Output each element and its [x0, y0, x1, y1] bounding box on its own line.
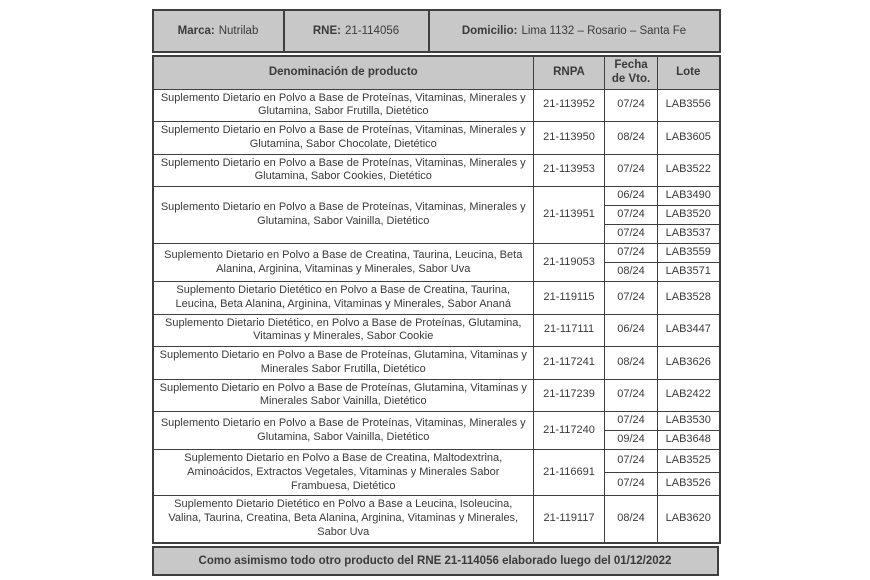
product-table	[152, 55, 721, 544]
rnpa-value: 21-113951	[534, 187, 605, 244]
fecha-vto-value: 07/24	[605, 379, 658, 412]
table-row	[153, 379, 720, 412]
lote-value: LAB3520	[658, 206, 720, 225]
marca-value: Nutrilab	[218, 25, 259, 37]
fecha-vto-value: 06/24	[605, 187, 658, 206]
product-description: Suplemento Dietario en Polvo a Base de Proteínas, Vitaminas, Minerales y Glutamina, Sabor Cookies, Dietético	[153, 154, 534, 187]
marca-cell	[153, 10, 284, 52]
rnpa-value: 21-119053	[534, 244, 605, 282]
column-header-lote: Lote	[658, 56, 720, 89]
fecha-vto-value: 07/24	[605, 89, 658, 122]
column-header-denominacion: Denominación de producto	[153, 56, 534, 89]
fecha-vto-value: 07/24	[605, 206, 658, 225]
lote-value: LAB2422	[658, 379, 720, 412]
column-header-fecha-vto: Fecha de Vto.	[605, 56, 658, 89]
lote-value: LAB3648	[658, 431, 720, 450]
fecha-vto-value: 07/24	[605, 225, 658, 244]
column-header-rnpa: RNPA	[534, 56, 605, 89]
table-row	[153, 314, 720, 347]
lote-value: LAB3528	[658, 282, 720, 315]
fecha-vto-value: 07/24	[605, 412, 658, 431]
rnpa-value: 21-117239	[534, 379, 605, 412]
fecha-vto-value: 07/24	[605, 154, 658, 187]
brand-header-band	[152, 9, 721, 53]
rnpa-value: 21-113950	[534, 122, 605, 155]
domicilio-cell	[429, 10, 720, 52]
lote-value: LAB3605	[658, 122, 720, 155]
lote-value: LAB3490	[658, 187, 720, 206]
product-description: Suplemento Dietario Dietético en Polvo a Base a Leucina, Isoleucina, Valina, Taurina, Creatina, Beta Alanina, Arginina, Vitaminas y Minerales, Sabor Uva	[153, 496, 534, 543]
product-rows	[153, 89, 720, 543]
rne-label: RNE:	[312, 25, 341, 37]
lote-value: LAB3537	[658, 225, 720, 244]
table-row	[153, 347, 720, 380]
fecha-vto-value: 08/24	[605, 347, 658, 380]
product-listing-document	[152, 9, 719, 576]
rnpa-value: 21-119115	[534, 282, 605, 315]
fecha-vto-value: 07/24	[605, 282, 658, 315]
product-description: Suplemento Dietario en Polvo a Base de Proteínas, Glutamina, Vitaminas y Minerales Sabor Frutilla, Dietético	[153, 347, 534, 380]
rnpa-value: 21-117111	[534, 314, 605, 347]
fecha-vto-value: 07/24	[605, 450, 658, 473]
table-row	[153, 412, 720, 431]
product-description: Suplemento Dietario en Polvo a Base de Proteínas, Glutamina, Vitaminas y Minerales Sabor Vainilla, Dietético	[153, 379, 534, 412]
product-description: Suplemento Dietario en Polvo a Base de Proteínas, Vitaminas, Minerales y Glutamina, Sabor Vainilla, Dietético	[153, 187, 534, 244]
footer-note-row	[153, 547, 718, 575]
fecha-vto-value: 07/24	[605, 244, 658, 263]
fecha-vto-value: 06/24	[605, 314, 658, 347]
rnpa-value: 21-119117	[534, 496, 605, 543]
product-description: Suplemento Dietario en Polvo a Base de Creatina, Taurina, Leucina, Beta Alanina, Arginina, Vitaminas y Minerales, Sabor Uva	[153, 244, 534, 282]
footer-note-band	[152, 546, 719, 576]
marca-label: Marca:	[177, 25, 215, 37]
lote-value: LAB3530	[658, 412, 720, 431]
lote-value: LAB3571	[658, 263, 720, 282]
fecha-vto-value: 09/24	[605, 431, 658, 450]
product-description: Suplemento Dietario en Polvo a Base de Creatina, Maltodextrina, Aminoácidos, Extractos Vegetales, Vitaminas y Minerales Sabor Frambuesa, Dietético	[153, 450, 534, 496]
column-header-row	[153, 56, 720, 89]
lote-value: LAB3556	[658, 89, 720, 122]
lote-value: LAB3525	[658, 450, 720, 473]
fecha-vto-value: 08/24	[605, 496, 658, 543]
rnpa-value: 21-113952	[534, 89, 605, 122]
table-row	[153, 122, 720, 155]
lote-value: LAB3626	[658, 347, 720, 380]
rnpa-value: 21-116691	[534, 450, 605, 496]
rne-value: 21-114056	[344, 25, 400, 37]
lote-value: LAB3620	[658, 496, 720, 543]
rnpa-value: 21-117241	[534, 347, 605, 380]
lote-value: LAB3559	[658, 244, 720, 263]
table-row	[153, 282, 720, 315]
footer-note: Como asimismo todo otro producto del RNE 21-114056 elaborado luego del 01/12/2022	[153, 547, 718, 575]
table-row	[153, 187, 720, 206]
lote-value: LAB3526	[658, 473, 720, 496]
table-row	[153, 244, 720, 263]
lote-value: LAB3522	[658, 154, 720, 187]
rnpa-value: 21-117240	[534, 412, 605, 450]
product-description: Suplemento Dietario en Polvo a Base de Proteínas, Vitaminas, Minerales y Glutamina, Sabor Chocolate, Dietético	[153, 122, 534, 155]
domicilio-value: Lima 1132 – Rosario – Santa Fe	[521, 25, 687, 37]
table-row	[153, 450, 720, 473]
product-description: Suplemento Dietario Dietético, en Polvo a Base de Proteínas, Glutamina, Vitaminas y Minerales, Sabor Cookie	[153, 314, 534, 347]
brand-header-row	[153, 10, 720, 52]
table-row	[153, 496, 720, 543]
fecha-vto-value: 08/24	[605, 263, 658, 282]
fecha-vto-value: 08/24	[605, 122, 658, 155]
product-description: Suplemento Dietario en Polvo a Base de Proteínas, Vitaminas, Minerales y Glutamina, Sabor Vainilla, Dietético	[153, 412, 534, 450]
rne-cell	[284, 10, 429, 52]
product-description: Suplemento Dietario en Polvo a Base de Proteínas, Vitaminas, Minerales y Glutamina, Sabor Frutilla, Dietético	[153, 89, 534, 122]
fecha-vto-value: 07/24	[605, 473, 658, 496]
rnpa-value: 21-113953	[534, 154, 605, 187]
table-row	[153, 89, 720, 122]
product-description: Suplemento Dietario Dietético en Polvo a Base de Creatina, Taurina, Leucina, Beta Alanina, Arginina, Vitaminas y Minerales, Sabor Ananá	[153, 282, 534, 315]
table-row	[153, 154, 720, 187]
lote-value: LAB3447	[658, 314, 720, 347]
domicilio-label: Domicilio:	[461, 25, 518, 37]
